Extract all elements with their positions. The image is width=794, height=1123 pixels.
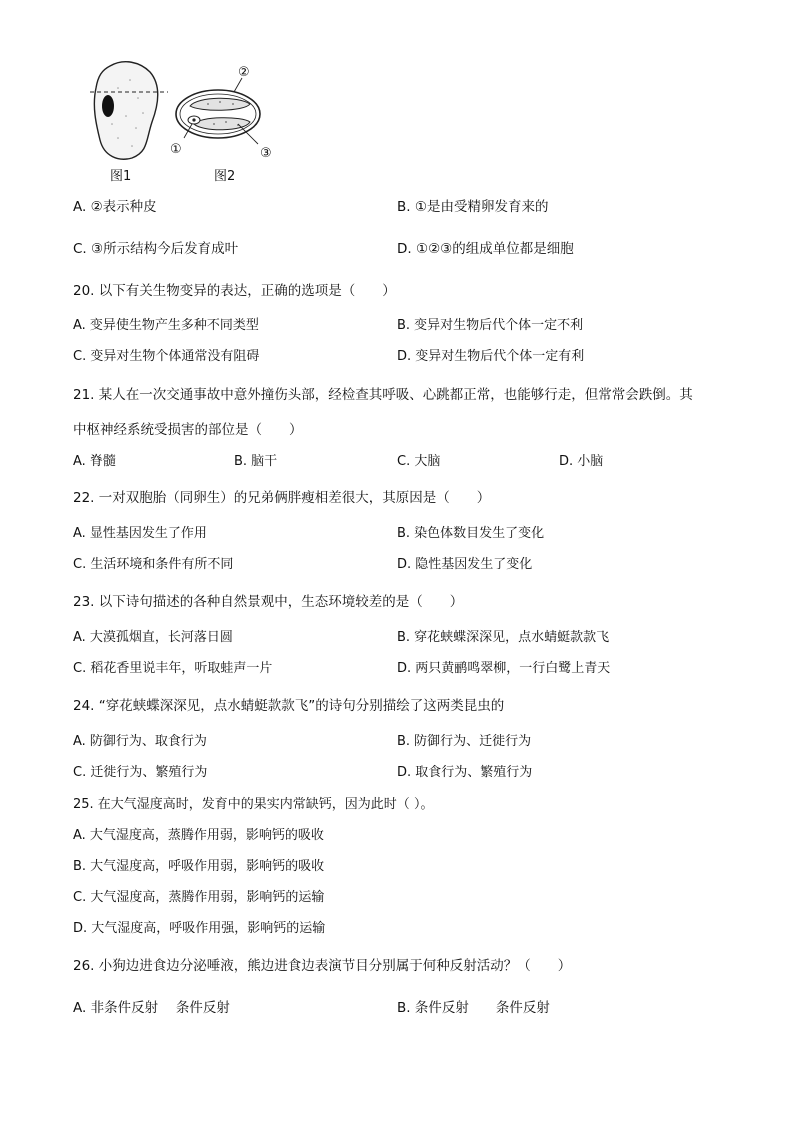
q21-stem-line2: 中枢神经系统受损害的部位是（ ）: [73, 422, 303, 438]
q24-option-c: C. 迁徙行为、繁殖行为: [73, 765, 208, 780]
q23-option-b: B. 穿花蛱蝶深深见，点水蜻蜓款款飞: [397, 630, 610, 645]
q22-option-b: B. 染色体数目发生了变化: [397, 526, 545, 541]
q23-option-c: C. 稻花香里说丰年，听取蛙声一片: [73, 661, 273, 676]
q26-option-b: B. 条件反射 条件反射: [397, 1000, 550, 1016]
q20-stem: 20. 以下有关生物变异的表达，正确的选项是（ ）: [73, 283, 396, 299]
q22-option-a: A. 显性基因发生了作用: [73, 526, 207, 541]
q25-stem: 25. 在大气湿度高时，发育中的果实内常缺钙，因为此时（ ）。: [73, 797, 434, 812]
q19-option-c: C. ③所示结构今后发育成叶: [73, 241, 239, 257]
q21-option-d: D. 小脑: [559, 454, 604, 469]
q20-option-c: C. 变异对生物个体通常没有阻碍: [73, 349, 260, 364]
q25-option-b: B. 大气湿度高，呼吸作用弱，影响钙的吸收: [73, 859, 325, 874]
figure-label-2: 图2: [214, 169, 236, 183]
q20-option-a: A. 变异使生物产生多种不同类型: [73, 318, 259, 333]
figure-label-1: 图1: [110, 169, 132, 183]
q24-option-a: A. 防御行为、取食行为: [73, 734, 207, 749]
q23-option-d: D. 两只黄鹂鸣翠柳，一行白鹭上青天: [397, 661, 611, 676]
q25-option-a: A. 大气湿度高，蒸腾作用弱，影响钙的吸收: [73, 828, 324, 843]
q19-option-a: A. ②表示种皮: [73, 199, 157, 215]
figure-mark-3: ③: [260, 146, 272, 161]
q26-option-a: A. 非条件反射 条件反射: [73, 1000, 230, 1016]
q20-option-b: B. 变异对生物后代个体一定不利: [397, 318, 584, 333]
q20-option-d: D. 变异对生物后代个体一定有利: [397, 349, 585, 364]
q24-option-d: D. 取食行为、繁殖行为: [397, 765, 533, 780]
q19-option-b: B. ①是由受精卵发育来的: [397, 199, 549, 215]
q21-option-c: C. 大脑: [397, 454, 441, 469]
figure-mark-1: ①: [170, 142, 182, 157]
q24-stem: 24. “穿花蛱蝶深深见，点水蜻蜓款款飞”的诗句分别描绘了这两类昆虫的: [73, 698, 505, 714]
q26-stem: 26. 小狗边进食边分泌唾液，熊边进食边表演节目分别属于何种反射活动？（ ）: [73, 958, 572, 974]
figure-mark-2: ②: [238, 65, 250, 80]
q23-stem: 23. 以下诗句描述的各种自然景观中，生态环境较差的是（ ）: [73, 594, 464, 610]
bean-seed-drawing: [90, 62, 168, 159]
q25-option-d: D. 大气湿度高，呼吸作用强，影响钙的运输: [73, 921, 326, 936]
seed-section-drawing: [176, 78, 260, 144]
q21-option-b: B. 脑干: [234, 454, 278, 469]
seed-figure: [88, 58, 288, 183]
q22-stem: 22. 一对双胞胎（同卵生）的兄弟俩胖瘦相差很大，其原因是（ ）: [73, 490, 491, 506]
q19-option-d: D. ①②③的组成单位都是细胞: [397, 241, 574, 257]
q22-option-c: C. 生活环境和条件有所不同: [73, 557, 234, 572]
q25-option-c: C. 大气湿度高，蒸腾作用弱，影响钙的运输: [73, 890, 325, 905]
q21-option-a: A. 脊髓: [73, 454, 116, 469]
q21-stem-line1: 21. 某人在一次交通事故中意外撞伤头部，经检查其呼吸、心跳都正常，也能够行走，但常常会跌倒。其: [73, 387, 693, 403]
q24-option-b: B. 防御行为、迁徙行为: [397, 734, 532, 749]
q22-option-d: D. 隐性基因发生了变化: [397, 557, 533, 572]
q23-option-a: A. 大漠孤烟直，长河落日圆: [73, 630, 233, 645]
